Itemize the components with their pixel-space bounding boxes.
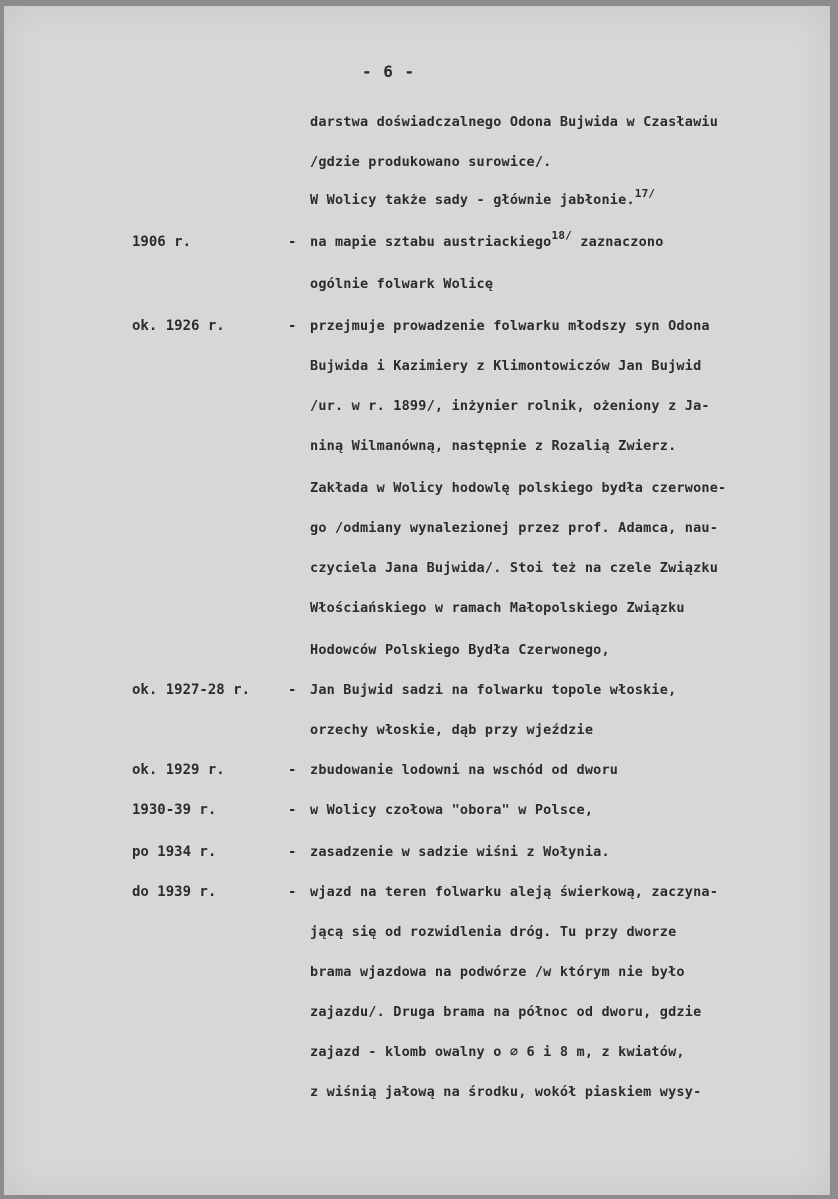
entry-dash: - [288, 682, 297, 698]
entry-date: ok. 1929 r. [132, 762, 225, 778]
intro-line-text: W Wolicy także sady - głównie jabłonie. [310, 192, 635, 208]
entry-line: z wiśnią jałową na środku, wokół piaskiem wysy- [310, 1084, 702, 1100]
entry-date: 1930-39 r. [132, 802, 217, 818]
entry-line [310, 229, 664, 250]
intro-line: /gdzie produkowano surowice/. [310, 154, 552, 170]
entry-dash: - [288, 844, 297, 860]
footnote-ref: 18/ [551, 229, 572, 242]
entry-line-tail: zaznaczono [571, 234, 664, 250]
entry-line: Jan Bujwid sadzi na folwarku topole włoskie, [310, 682, 677, 698]
intro-line [310, 187, 656, 208]
page-number: - 6 - [362, 62, 416, 81]
entry-date: ok. 1927-28 r. [132, 682, 251, 698]
entry-line: Włościańskiego w ramach Małopolskiego Związku [310, 600, 685, 616]
entry-line: orzechy włoskie, dąb przy wjeździe [310, 722, 594, 738]
entry-line: zasadzenie w sadzie wiśni z Wołynia. [310, 844, 610, 860]
document-page [4, 6, 830, 1195]
entry-dash: - [288, 762, 297, 778]
entry-dash: - [288, 318, 297, 334]
entry-line: zajazd - klomb owalny o ∅ 6 i 8 m, z kwiatów, [310, 1044, 685, 1060]
entry-date: do 1939 r. [132, 884, 217, 900]
entry-line: Bujwida i Kazimiery z Klimontowiczów Jan Bujwid [310, 358, 702, 374]
entry-date: ok. 1926 r. [132, 318, 225, 334]
entry-line: zajazdu/. Druga brama na północ od dworu, gdzie [310, 1004, 702, 1020]
entry-line: Hodowców Polskiego Bydła Czerwonego, [310, 642, 610, 658]
entry-line: ogólnie folwark Wolicę [310, 276, 494, 292]
entry-line: czyciela Jana Bujwida/. Stoi też na czele Związku [310, 560, 719, 576]
footnote-ref: 17/ [634, 187, 656, 200]
entry-line: zbudowanie lodowni na wschód od dworu [310, 762, 619, 778]
entry-date: po 1934 r. [132, 844, 217, 860]
entry-line: w Wolicy czołowa "obora" w Polsce, [310, 802, 594, 818]
entry-line: brama wjazdowa na podwórze /w którym nie było [310, 964, 685, 980]
entry-line: Zakłada w Wolicy hodowlę polskiego bydła czerwone- [310, 480, 727, 496]
entry-line-text: na mapie sztabu austriackiego [310, 234, 552, 250]
entry-date: 1906 r. [132, 234, 192, 250]
entry-dash: - [288, 802, 297, 818]
entry-line: wjazd na teren folwarku aleją świerkową, zaczyna- [310, 884, 719, 900]
entry-line: przejmuje prowadzenie folwarku młodszy syn Odona [310, 318, 710, 334]
entry-dash: - [288, 234, 297, 250]
entry-line: jącą się od rozwidlenia dróg. Tu przy dworze [310, 924, 677, 940]
entry-line: niną Wilmanówną, następnie z Rozalią Zwierz. [310, 438, 677, 454]
entry-line: go /odmiany wynalezionej przez prof. Adamca, nau- [310, 520, 719, 536]
entry-dash: - [288, 884, 297, 900]
entry-line: /ur. w r. 1899/, inżynier rolnik, ożeniony z Ja- [310, 398, 710, 414]
intro-line: darstwa doświadczalnego Odona Bujwida w Czasławiu [310, 114, 719, 130]
